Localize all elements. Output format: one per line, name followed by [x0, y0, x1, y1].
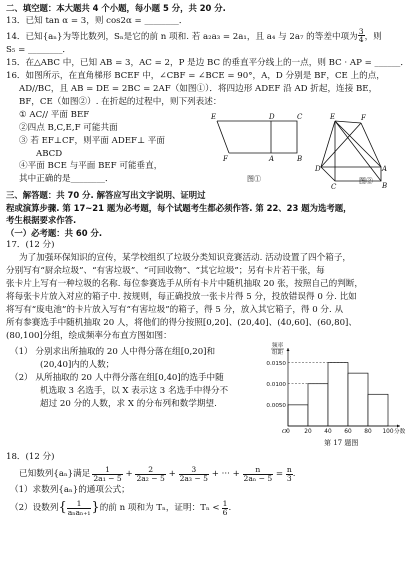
x-tick-label: 100: [382, 429, 394, 436]
histogram-bar: [308, 384, 328, 426]
svg-text:A: A: [382, 164, 388, 173]
q18-sum-formula: $\frac{1}{\text{2a₁ − 5}}$ + $\frac{2}{\text{2a₂ − 5}}$ + $\frac{3}{\text{2a₃ − 5}}$ + ··· + $\frac{n}{\text{2aₙ − 5}}$ = $\frac{n}{3}$ .: [93, 464, 296, 483]
q17-para1: 为了加强环保知识的宣传，某学校组织了垃圾分类知识竞赛活动. 活动设置了四个箱子，: [19, 253, 352, 264]
q16-option3: ③ 若 EF⊥CF，则平面 ADEF⊥ 平面: [19, 135, 165, 146]
figure1-label: 图①: [247, 174, 261, 183]
histogram-bar: [328, 363, 348, 426]
q14-text-end: ，则: [364, 31, 382, 42]
q16-option4: ④平面 BCE 与平面 BEF 可能垂直，: [19, 161, 163, 172]
svg-text:B: B: [297, 154, 303, 163]
q17-sub1-line1: （1） 分别求出所抽取的 20 人中得分落在组[0,20]和: [10, 347, 216, 358]
x-tick-label: 80: [364, 429, 372, 436]
q17-sub2-line2: 机选取 3 名选手，以 X 表示这 3 名选手中得分不: [40, 386, 229, 397]
q16-options-with-figures: [6, 109, 404, 189]
q18-sub1: （1）求数列{aₙ}的通项公式；: [10, 485, 130, 496]
q18-title: 18．(12 分): [6, 452, 55, 463]
histogram-bar: [288, 405, 308, 426]
q17-para4: 将每张卡片放入对应的箱子中. 按规则，每正确投放一张卡片得 5 分，投放错误得 0 分. 比如: [6, 291, 357, 302]
q16-options: [6, 109, 211, 186]
svg-text:C: C: [331, 182, 337, 191]
section2-heading: 二、填空题：本大题共 4 个小题，每小题 5 分，共 20 分.: [6, 3, 226, 13]
y-axis-label: 频率: [272, 343, 284, 350]
q17-para6: 所有参赛选手中随机抽取 20 人，将他们的得分按照[0,20]、(20,40]、(40,60]、(60,80]、: [6, 317, 358, 328]
q14-line1: [6, 28, 404, 45]
q18-sub2-middle: 的前 n 项和为 Tₙ，证明：Tₙ <: [99, 502, 220, 513]
histogram-figure: [266, 342, 404, 450]
histogram-bar: [348, 374, 368, 427]
svg-text:B: B: [382, 181, 388, 190]
q13: 13．已知 tan α = 3，则 cos2α = ________．: [6, 15, 188, 26]
svg-text:C: C: [297, 112, 303, 121]
svg-text:E: E: [330, 112, 336, 121]
x-tick-label: 60: [344, 429, 352, 436]
x-axis-arrow: [397, 425, 400, 428]
x-tick-label: 40: [324, 429, 332, 436]
trapezoid-figures: [211, 109, 404, 189]
q17-para3: 张卡片上写有一种垃圾的名称. 每位参赛选手从所有卡片中随机抽取 20 张，按照自己的判断，: [6, 279, 364, 289]
section3-heading1: 三、解答题：共 70 分. 解答应写出文字说明、证明过: [6, 189, 206, 200]
y-tick-label: 0.0150: [266, 361, 286, 368]
q17-para2: 分别写有“厨余垃圾”、“有害垃圾”、“可回收物”、“其它垃圾”；另有卡片若干张，每: [6, 266, 325, 277]
x-tick-label: 0: [286, 429, 290, 436]
svg-text:D: D: [269, 112, 275, 121]
y-axis-label-denominator: 组距: [272, 350, 284, 357]
q14-fraction: $\frac{3}{4}$: [358, 26, 364, 45]
x-tick-label: 20: [304, 429, 312, 436]
svg-text:A: A: [269, 154, 275, 163]
q18-sub2-prefix: （2）设数列: [10, 502, 59, 513]
q18-sub2-end: .: [228, 502, 232, 513]
q16-line1: 16．如图所示，在直角梯形 BCEF 中，∠CBF = ∠BCE = 90°，A，D 分别是 BF，CE 上的点，: [6, 71, 385, 82]
q14-text: 14．已知{aₙ}为等比数列，Sₙ是它的前 n 项和. 若 a₂a₃ = 2a₁，且 a₄ 与 2a₇ 的等差中项为: [6, 31, 358, 42]
svg-text:D: D: [315, 164, 321, 173]
q15: 15．在△ABC 中，已知 AB = 3，AC = 2，P 是边 BC 的垂直平分线上的一点，则 BC · AP = ______．: [6, 58, 409, 69]
histogram-bar: [368, 395, 388, 427]
figure2-label: 图②: [359, 176, 373, 185]
q16-option2: ②四点 B,C,E,F 可能共面: [19, 122, 118, 133]
q16-line3: BF，CE（如图②）. 在折起的过程中，则下列表述：: [19, 97, 222, 107]
exam-page: [6, 2, 409, 519]
q17-sub1-line2: (20,40]内的人数；: [40, 360, 115, 371]
q17-para7: (80,100]分组，绘成频率分布直方图如图：: [6, 330, 172, 341]
svg-text:E: E: [211, 112, 217, 121]
q16-figures: [211, 109, 404, 189]
svg-text:F: F: [223, 154, 228, 163]
q16-option3b: ABCD: [36, 148, 63, 159]
q18-condition: [6, 464, 404, 484]
q16-option1: ① AC// 平面 BEF: [19, 109, 90, 120]
q17-para5: 将写有“废电池”的卡片放入写有“有害垃圾”的箱子，得 5 分，放入其它箱子，得 0 分. 从: [6, 304, 344, 315]
y-tick-label: 0.0050: [266, 403, 286, 410]
frequency-histogram: [266, 342, 404, 450]
section3-heading2: 程或演算步骤. 第 17~21 题为必考题，每个试题考生都必须作答. 第 22、23 题为选考题，: [6, 202, 352, 213]
x-axis-label: 分数: [394, 429, 406, 436]
q16-line2: AD//BC，且 AB = DE = 2BC = 2AF（如图①）．将四边形 ADEF 沿 AD 折起，连接 BE，: [19, 84, 378, 95]
q18-condition-prefix: 已知数列{aₙ}满足: [19, 468, 91, 479]
y-tick-label: 0.0100: [266, 382, 286, 389]
q17-title: 17．(12 分): [6, 240, 55, 251]
section3-subheading: （一）必考题：共 60 分.: [6, 227, 103, 238]
q17-sub2-line1: （2） 从所抽取的 20 人中得分落在组[0,40]的选手中随: [10, 373, 224, 384]
q17-sub2-line3: 超过 20 分的人数，求 X 的分布列和数学期望.: [40, 399, 217, 410]
q16-answer: 其中正确的是________．: [19, 174, 114, 185]
q14-line2: S₅ = ________．: [6, 45, 71, 56]
y-axis-arrow: [287, 348, 290, 351]
section3-heading3: 考生根据要求作答.: [6, 215, 77, 226]
q18-sub2: （2）设数列 { $\frac{1}{\text{aₙaₙ₊₁}}$ } 的前 n 项和为 Tₙ，证明：Tₙ < $\frac{1}{6}$ .: [10, 498, 232, 517]
chart-caption: 第 17 题图: [324, 439, 359, 448]
svg-text:F: F: [361, 113, 366, 122]
q17-subquestions-with-chart: [6, 342, 404, 450]
origin-label: O: [282, 429, 287, 436]
q17-subquestions: [6, 342, 266, 410]
